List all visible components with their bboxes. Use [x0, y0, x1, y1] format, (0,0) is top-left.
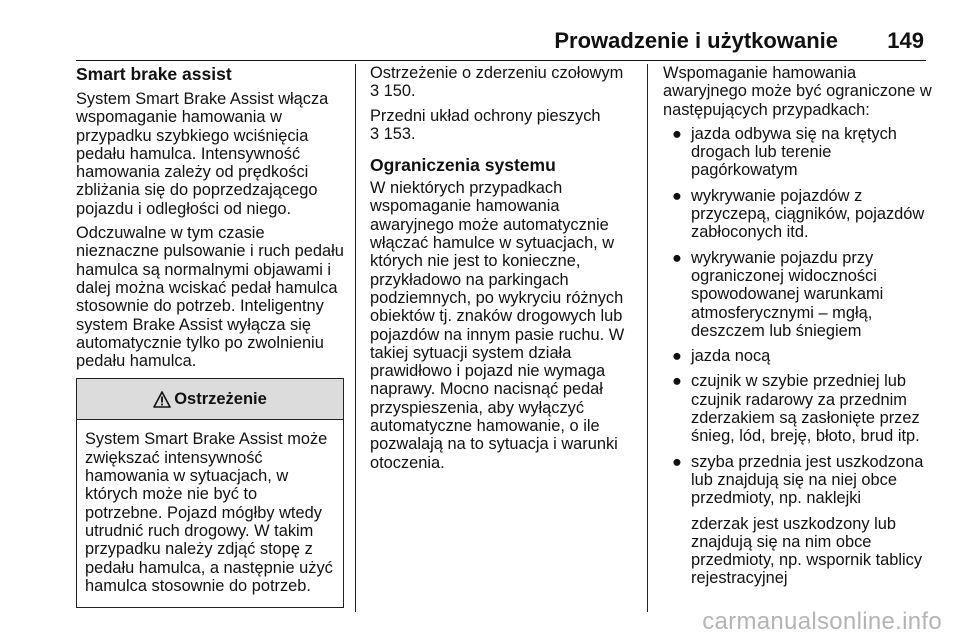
warning-triangle-icon [153, 391, 171, 408]
section-title: Prowadzenie i użytkowanie [554, 28, 838, 53]
intro-paragraph: System Smart Brake Assist włącza wspomaganie hamowania w przypadku szybkiego wciśnięcia pedału hamulca. Intensywność hamowania zależy od prędkości zbliżania się do poprzedzającego pojazdu i odległości od niego. [76, 90, 329, 218]
system-limitations-heading: Ograniczenia systemu [370, 155, 556, 176]
warning-title: Ostrzeżenie [174, 390, 267, 409]
limitations-list [663, 125, 933, 588]
column-divider-1 [355, 64, 356, 612]
page-reference-153: 3 153. [370, 124, 416, 143]
list-item-continuation: zderzak jest uszkodzony lub znajdują się na nim obce przedmioty, np. wspornik tablicy rejestracyjnej [691, 514, 923, 588]
list-item: ● jazda odbywa się na krętych drogach lub terenie pagórkowatym [672, 124, 897, 180]
watermark: carmanualsonline.info [702, 608, 942, 635]
limitations-intro: Wspomaganie hamowania awaryjnego może być ograniczone w następujących przypadkach: [663, 64, 932, 119]
list-item: ● jazda nocą [672, 347, 771, 366]
list-item: ● wykrywanie pojazdu przy ograniczonej widoczności spowodowanej warunkami atmosferycznymi – mgłą, deszczem lub śniegiem [672, 248, 884, 340]
page-header [76, 28, 926, 61]
list-item: ● wykrywanie pojazdów z przyczepą, ciągników, pojazdów zabłoconych itd. [672, 186, 925, 242]
list-item: ● szyba przednia jest uszkodzona lub znajdują się na niej obce przedmioty, np. naklejki zderzak jest uszkodzony lub znajdują się na nim obce przedmioty, np. wspornik tablicy rejestracyjnej [663, 453, 933, 588]
warning-header [77, 379, 343, 420]
column-2 [370, 64, 632, 472]
warning-text: System Smart Brake Assist może zwiększać intensywność hamowania w sytuacjach, w których może nie być to potrzebne. Pojazd mógłby wtedy utrudnić ruch drogowy. W takim przypadku należy zdjąć stopę z pedału hamulca, a następnie użyć hamulca stosownie do potrzeb. [85, 430, 333, 595]
smart-brake-assist-heading: Smart brake assist [76, 64, 232, 84]
column-3 [663, 64, 933, 595]
warning-box [76, 378, 344, 608]
page-number: 149 [887, 28, 924, 53]
limitations-paragraph: W niektórych przypadkach wspomaganie hamowania awaryjnego może automatycznie włączać hamulce w sytuacjach, w których nie jest to konieczne, przykładowo na parkingach podziemnych, po wykryciu różnych obiektów tj. znaków drogowych lub pojazdów na innym pasie ruchu. W takiej sytuacji system działa prawidłowo i pojazd nie wymaga naprawy. Mocno nacisnąć pedał przyspieszenia, aby wyłączyć automatyczne hamowanie, o ile pozwalają na to sytuacja i warunki otoczenia. [370, 179, 625, 472]
page-reference-150: 3 150. [370, 82, 416, 101]
pulsation-paragraph: Odczuwalne w tym czasie nieznaczne pulsowanie i ruch pedału hamulca są normalnymi objawami i dalej można wciskać pedał hamulca stosownie do potrzeb. Inteligentny system Brake Assist wyłącza się automatycznie tylko po zwolnieniu pedału hamulca. [76, 224, 344, 371]
cross-reference-collision-warning[interactable]: Ostrzeżenie o zderzeniu czołowym 3 150. [370, 64, 632, 101]
column-1 [76, 64, 344, 608]
list-item: ● czujnik w szybie przedniej lub czujnik radarowy za przednim zderzakiem są zasłonięte przez śnieg, lód, breję, błoto, brud itp. [672, 372, 920, 446]
column-divider-2 [647, 64, 648, 612]
cross-reference-pedestrian-protection[interactable]: Przedni układ ochrony pieszych 3 153. [370, 107, 632, 144]
